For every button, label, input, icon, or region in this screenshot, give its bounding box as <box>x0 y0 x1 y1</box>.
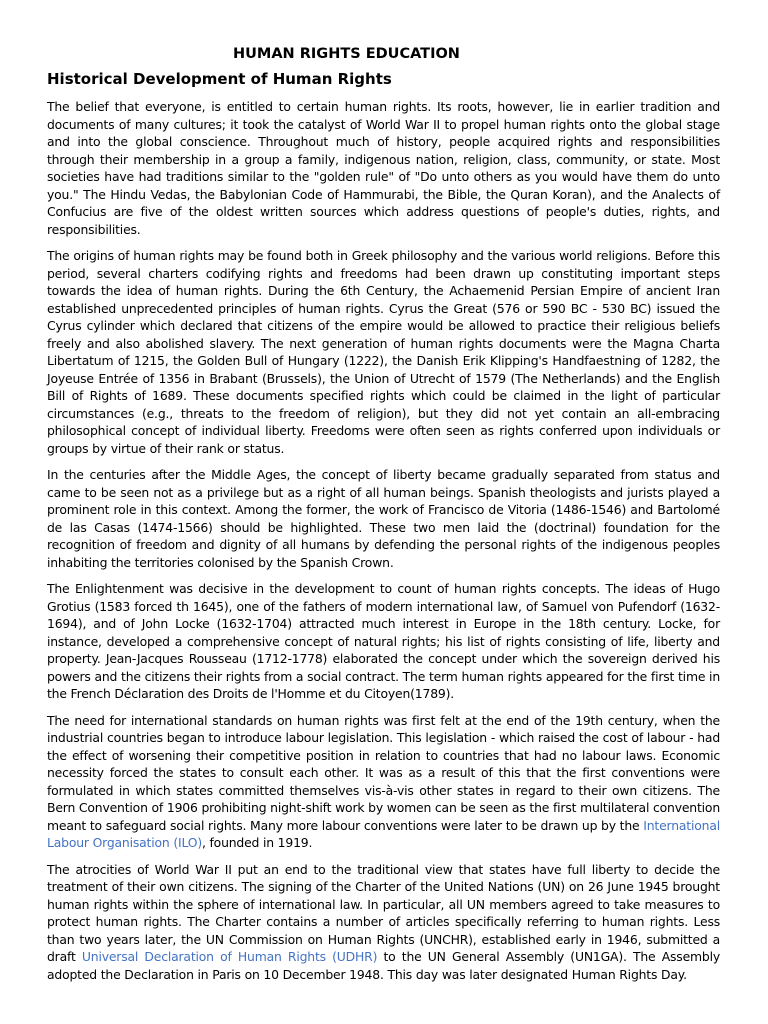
paragraph-middle-ages: In the centuries after the Middle Ages, the concept of liberty became gradually separated from status and came to be seen not as a privilege but as a right of all human beings. Spanish theologists and jurists played a prominent role in this context. Among the former, the work of Francisco de Vitoria (1486-1546) and Bartolomé de las Casas (1474-1566) should be highlighted. These two men laid the (doctrinal) foundation for the recognition of freedom and dignity of all humans by defending the personal rights of the indigenous peoples inhabiting the territories colonised by the Spanish Crown. <box>47 467 720 570</box>
paragraph-international-standards <box>47 712 720 852</box>
section-heading: Historical Development of Human Rights <box>47 70 392 88</box>
paragraph-enlightenment: The Enlightenment was decisive in the development to count of human rights concepts. The ideas of Hugo Grotius (1583 forced th 1645), one of the fathers of modern international law, of Samuel von Pufendorf (1632-1694), and of John Locke (1632-1704) attracted much interest in Europe in the 18th century. Locke, for instance, developed a comprehensive concept of natural rights; his list of rights consisting of life, liberty and property. Jean-Jacques Rousseau (1712-1778) elaborated the concept under which the sovereign derived his powers and the citizens their rights from a social contract. The term human rights appeared for the first time in the French Déclaration des Droits de l'Homme et du Citoyen(1789). <box>47 581 720 701</box>
paragraph-origins: The origins of human rights may be found both in Greek philosophy and the various world religions. Before this period, several charters codifying rights and freedoms had been drawn up constituting important steps towards the idea of human rights. During the 6th Century, the Achaemenid Persian Empire of ancient Iran established unprecedented principles of human rights. Cyrus the Great (576 or 590 BC - 530 BC) issued the Cyrus cylinder which declared that citizens of the empire would be allowed to practice their religious beliefs freely and also abolished slavery. The next generation of human rights documents were the Magna Charta Libertatum of 1215, the Golden Bull of Hungary (1222), the Danish Erik Klipping's Handfaestning of 1282, the Joyeuse Entrée of 1356 in Brabant (Brussels), the Union of Utrecht of 1579 (The Netherlands) and the English Bill of Rights of 1689. These documents specified rights which could be claimed in the light of particular circumstances (e.g., threats to the freedom of religion), but they did not yet contain an all-embracing philosophical concept of individual liberty. Freedoms were often seen as rights conferred upon individuals or groups by virtue of their rank or status. <box>47 248 720 456</box>
document-page <box>47 44 720 992</box>
paragraph-roots: The belief that everyone, is entitled to certain human rights. Its roots, however, lie in earlier tradition and documents of many cultures; it took the catalyst of World War II to propel human rights onto the global stage and into the global conscience. Throughout much of history, people acquired rights and responsibilities through their membership in a group a family, indigenous nation, religion, class, community, or state. Most societies have had traditions similar to the "golden rule" of "Do unto others as you would have them do unto you." The Hindu Vedas, the Babylonian Code of Hammurabi, the Bible, the Quran Koran), and the Analects of Confucius are five of the oldest written sources which address questions of people's duties, rights, and responsibilities. <box>47 99 720 237</box>
paragraph-text: The need for international standards on human rights was first felt at the end of the 19th century, when the industrial countries began to introduce labour legislation. This legislation - which raised the cost of labour - had the effect of worsening their competitive position in relation to countries that had no labour laws. Economic necessity forced the states to consult each other. It was as a result of this that the first conventions were formulated in which states committed themselves vis-à-vis other states in regard to their own citizens. The Bern Convention of 1906 prohibiting night-shift work by women can be seen as the first multilateral convention meant to safeguard social rights. Many more labour conventions were later to be drawn up by the <box>47 712 720 833</box>
paragraph-text: to the UN General Assembly (UN1GA). The Assembly adopted the Declaration in Paris on 10 December 1948. This day was later designated Human Rights Day. <box>47 949 720 982</box>
paragraph-text: , founded in 1919. <box>201 835 313 850</box>
paragraph-text: The atrocities of World War II put an end to the traditional view that states have full liberty to decide the treatment of their own citizens. The signing of the Charter of the United Nations (UN) on 26 June 1945 brought human rights within the sphere of international law. In particular, all UN members agreed to take measures to protect human rights. The Charter contains a number of articles specifically referring to human rights. Less than two years later, the UN Commission on Human Rights (UNCHR), established early in 1946, submitted a draft <box>47 861 720 964</box>
paragraph-world-war-ii <box>47 861 720 984</box>
ilo-link[interactable]: International Labour Organisation (ILO) <box>47 817 720 850</box>
udhr-link[interactable]: Universal Declaration of Human Rights (UDHR) <box>81 949 378 964</box>
document-title: HUMAN RIGHTS EDUCATION <box>233 46 460 62</box>
